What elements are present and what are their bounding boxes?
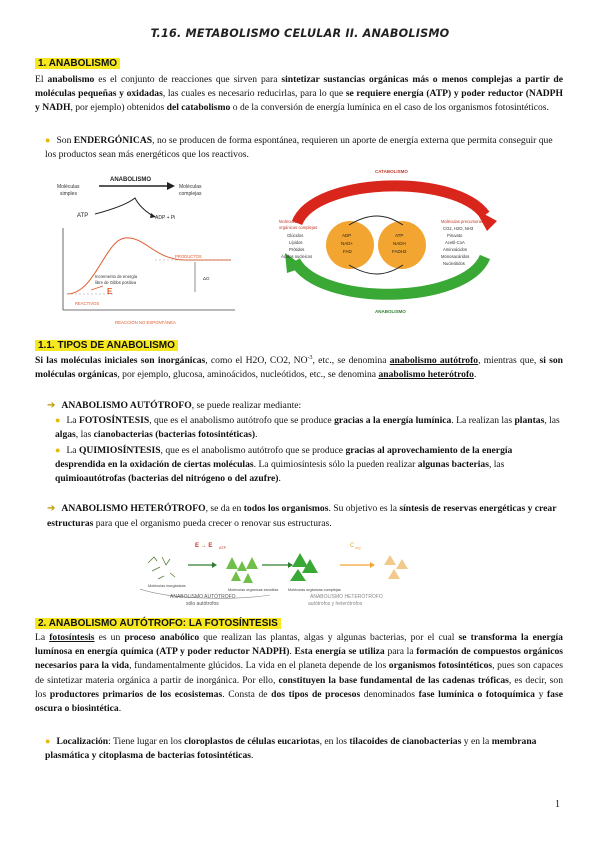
svg-text:NADH: NADH [393,241,406,246]
svg-text:C: C [350,543,355,549]
svg-text:Monosacáridos: Monosacáridos [441,254,470,259]
svg-text:simples: simples [60,191,77,197]
svg-text:E: E [107,287,113,296]
bullet-icon: ● [55,415,61,425]
svg-text:ATP: ATP [219,546,227,550]
svg-text:Moléculas: Moléculas [179,184,202,190]
svg-text:Moléculas: Moléculas [279,219,298,224]
svg-text:CATABOLISMO: CATABOLISMO [375,169,408,174]
svg-text:ATP: ATP [395,233,404,238]
svg-text:Acetil-CoA: Acetil-CoA [445,240,465,245]
anabolism-types-diagram [140,535,460,607]
svg-text:Moléculas orgánicas sencillas: Moléculas orgánicas sencillas [228,588,279,592]
svg-text:Lípidos: Lípidos [289,240,303,245]
svg-text:Incremento de energía: Incremento de energía [95,274,138,279]
svg-text:ADP: ADP [342,233,352,238]
page-number: 1 [555,799,560,810]
svg-text:Moléculas orgánicas complejas: Moléculas orgánicas complejas [288,588,341,592]
svg-text:Moléculas precursoras: Moléculas precursoras [441,219,484,224]
svg-text:REACTIVOS: REACTIVOS [75,301,100,306]
metabolism-cycle-diagram [275,165,510,317]
svg-text:org: org [355,546,361,550]
section-1-paragraph: El anabolismo es el conjunto de reacciones que sirven para sintetizar sustancias orgánicas más o menos complejas a partir de moléculas pequeñas y oxidadas, las cuales es necesario reducirlas, para lo que se requiere energía (ATP) y poder reductor (NADPH y NADH, por ejemplo) obtenidos del catabolismo o de la conversión de energía lumínica en el caso de los organismos fotosintéticos. [35,74,563,114]
svg-text:E → E: E → E [195,543,213,549]
bullet-icon: ● [55,445,61,455]
svg-text:Moléculas inorgánicas: Moléculas inorgánicas [148,584,186,588]
svg-text:Aminoácidos: Aminoácidos [443,247,467,252]
svg-text:sólo autótrofos: sólo autótrofos [186,601,219,607]
svg-text:ATP: ATP [77,213,89,219]
svg-text:Ácidos nucleicos: Ácidos nucleicos [281,254,313,259]
svg-text:Moléculas: Moléculas [57,184,80,190]
svg-text:FADH2: FADH2 [392,249,407,254]
section-2-paragraph: La fotosíntesis es un proceso anabólico que realizan las plantas, algas y algunas bacterias, por el cual se transforma la energía lumínosa en energía química (ATP y poder reductor NADPH). Esta energía se utiliza para la formación de compuestos orgánicos necesarios para la vida, fundamentalmente glúcidos. La vida en el planeta depende de los organismos fotosintéticos, pues son capaces de sintetizar materia orgánica a partir de inorgánica. Por ello, constituyen la base fundamental de las cadenas tróficas, es decir, son los productores primarios de los ecosistemas. Consta de dos tipos de procesos denominados fase lumínica o fotoquímica y fase oscura o biosintética. [35,632,564,714]
localization-bullet: ● Localización: Tiene lugar en los cloroplastos de células eucariotas, en los tilacoides de cianobacterias y en la membrana plasmática y citoplasma de bacterias fotosintéticas. [45,736,537,762]
svg-text:ANABOLISMO: ANABOLISMO [110,177,151,183]
svg-text:FAD: FAD [343,249,352,254]
svg-text:ANABOLISMO AUTÓTROFO: ANABOLISMO AUTÓTROFO [170,594,236,600]
svg-text:orgánicas complejas: orgánicas complejas [279,225,318,230]
endergonic-bullet: ● Son ENDERGÓNICAS, no se producen de forma espontánea, requieren un aporte de energía externa que permita conseguir que los productos sean más energéticos que los reactivos. [45,135,553,161]
svg-text:Prótidos: Prótidos [289,247,305,252]
svg-text:autótrofos y heterótrofos: autótrofos y heterótrofos [308,601,363,607]
section-1-1-paragraph: Si las moléculas iniciales son inorgánicas, como el H2O, CO2, $NO^{-3}$, etc., se denomina anabolismo autótrofo, mientras que, si son moléculas orgánicas, por ejemplo, glucosa, aminoácidos, nucleótidos, etc., se denomina anabolismo heterótrofo. [35,355,564,381]
svg-text:ANABOLISMO: ANABOLISMO [375,309,406,314]
svg-text:NAD+: NAD+ [341,241,354,246]
arrow-icon: ➔ [47,400,56,411]
svg-text:ADP + Pi: ADP + Pi [155,215,176,221]
svg-text:Glúcidos: Glúcidos [287,233,304,238]
svg-text:Piruvato: Piruvato [447,233,463,238]
svg-text:complejas: complejas [179,191,202,197]
svg-text:CO2, H2O, NH3: CO2, H2O, NH3 [443,226,474,231]
anabolism-energy-diagram [55,168,245,330]
autotrophic-bullet: ➔ ANABOLISMO AUTÓTROFO, se puede realizar mediante: [47,400,302,411]
svg-text:REACCIÓN NO ESPONTÁNEA: REACCIÓN NO ESPONTÁNEA [115,320,176,325]
bullet-icon: ● [45,135,51,145]
svg-text:libre de Gibbs positiva: libre de Gibbs positiva [95,280,137,285]
arrow-icon: ➔ [47,503,56,514]
heterotrophic-bullet: ➔ ANABOLISMO HETERÓTROFO, se da en todos los organismos. Su objetivo es la síntesis de reservas energéticas y crear estructuras para que el organismo pueda crecer o renovar sus estructuras. [47,503,557,529]
svg-text:PRODUCTOS: PRODUCTOS [175,254,202,259]
section-1-heading: 1. ANABOLISMO [35,57,120,72]
chemosynthesis-bullet: ● La QUIMIOSÍNTESIS, que es el anabolismo autótrofo que se produce gracias al aprovechamiento de la energía desprendida en la oxidación de ciertas moléculas. La quimiosíntesis sólo la pueden realizar algunas bacterias, las quimioautótrofas (bacterias del nitrógeno o del azufre). [55,445,513,485]
section-1-1-heading: 1.1. TIPOS DE ANABOLISMO [35,339,178,354]
svg-text:ANABOLISMO HETERÓTROFO: ANABOLISMO HETERÓTROFO [310,594,383,600]
svg-text:ΔG: ΔG [203,276,210,281]
svg-text:Nucleótidos: Nucleótidos [443,261,465,266]
section-2-heading: 2. ANABOLISMO AUTÓTROFO: LA FOTOSÍNTESIS [35,617,281,632]
page-title: T.16. METABOLISMO CELULAR II. ANABOLISMO [150,27,450,40]
photosynthesis-bullet: ● La FOTOSÍNTESIS, que es el anabolismo autótrofo que se produce gracias a la energía lumínica. La realizan las plantas, las algas, las cianobacterias (bacterias fotosintéticas). [55,415,560,441]
bullet-icon: ● [45,736,51,746]
